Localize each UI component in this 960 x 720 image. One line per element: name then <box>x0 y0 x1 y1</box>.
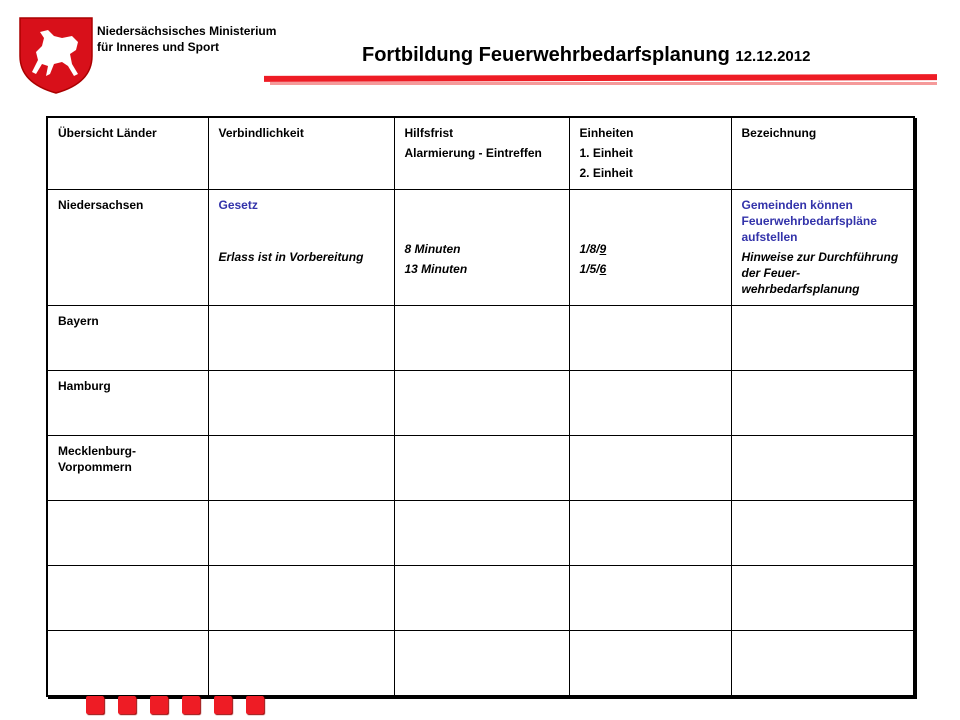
header-alarmierung: Alarmierung - Eintreffen <box>404 146 542 160</box>
einheit-2-value <box>580 261 724 277</box>
header-hilfsfrist: Hilfsfrist <box>404 126 454 140</box>
bezeichnung-hinweise: Hinweise zur Durchführung der Feuer-wehrbedarfsplanung <box>741 250 899 296</box>
einheit-1-suffix: 9 <box>599 242 607 256</box>
ministry-name <box>97 23 276 55</box>
header-einheit-2: 2. Einheit <box>579 166 633 180</box>
header-bezeichnung: Bezeichnung <box>741 126 817 140</box>
page-title <box>362 44 810 67</box>
header-verbindlichkeit: Verbindlichkeit <box>218 126 304 140</box>
title-date: 12.12.2012 <box>735 48 811 65</box>
header-laender: Übersicht Länder <box>58 126 157 140</box>
header-einheiten: Einheiten <box>579 126 634 140</box>
table-row-hamburg <box>47 371 914 436</box>
header-divider-shadow <box>270 82 937 85</box>
nav-square-icon <box>150 696 168 714</box>
land-name: Mecklenburg-Vorpommern <box>58 444 137 474</box>
verbindlichkeit-gesetz: Gesetz <box>218 198 258 212</box>
einheit-2-suffix: 6 <box>599 262 607 276</box>
cell-hilfsfrist <box>394 190 569 306</box>
table-header-row <box>47 117 914 190</box>
cell-land <box>47 436 208 501</box>
laender-overview-table <box>46 116 915 697</box>
table-row-niedersachsen <box>47 190 914 306</box>
cell-bezeichnung <box>731 190 914 306</box>
table-row <box>47 631 914 696</box>
cell-land <box>47 306 208 371</box>
nav-square-icon <box>214 696 232 714</box>
ministry-line-2: für Inneres und Sport <box>97 40 220 54</box>
header-cell-laender <box>47 117 208 190</box>
einheit-2-prefix: 1/5/ <box>579 262 600 276</box>
nav-square-icon <box>182 696 200 714</box>
table-row-mecklenburg-vorpommern <box>47 436 914 501</box>
cell-land <box>47 190 208 306</box>
hilfsfrist-2: 13 Minuten <box>404 262 468 276</box>
nav-square-icon <box>118 696 136 714</box>
land-name: Niedersachsen <box>58 198 144 212</box>
land-name: Hamburg <box>58 379 111 393</box>
lower-saxony-coat-of-arms-logo <box>18 16 94 94</box>
table-row <box>47 501 914 566</box>
header-cell-bezeichnung <box>731 117 914 190</box>
slide-navigation-dots <box>86 696 264 714</box>
cell-verbindlichkeit <box>208 190 394 306</box>
title-text: Fortbildung Feuerwehrbedarfsplanung <box>362 44 730 66</box>
header-divider <box>264 74 937 82</box>
table-row <box>47 566 914 631</box>
verbindlichkeit-erlass: Erlass ist in Vorbereitung <box>218 250 364 264</box>
bezeichnung-gemeinden: Gemeinden können Feuerwehrbedarfspläne aufstellen <box>741 198 877 244</box>
header-cell-hilfsfrist <box>394 117 569 190</box>
cell-einheiten <box>569 190 731 306</box>
land-name: Bayern <box>58 314 99 328</box>
einheit-1-prefix: 1/8/ <box>579 242 600 256</box>
nav-square-icon <box>86 696 104 714</box>
ministry-line-1: Niedersächsisches Ministerium <box>97 24 277 38</box>
table-row-bayern <box>47 306 914 371</box>
hilfsfrist-1: 8 Minuten <box>404 242 461 256</box>
cell-land <box>47 371 208 436</box>
nav-square-icon <box>246 696 264 714</box>
header-einheit-1: 1. Einheit <box>579 146 633 160</box>
header-cell-verbindlichkeit <box>208 117 394 190</box>
header-cell-einheiten <box>569 117 731 190</box>
einheit-1-value <box>580 241 724 257</box>
